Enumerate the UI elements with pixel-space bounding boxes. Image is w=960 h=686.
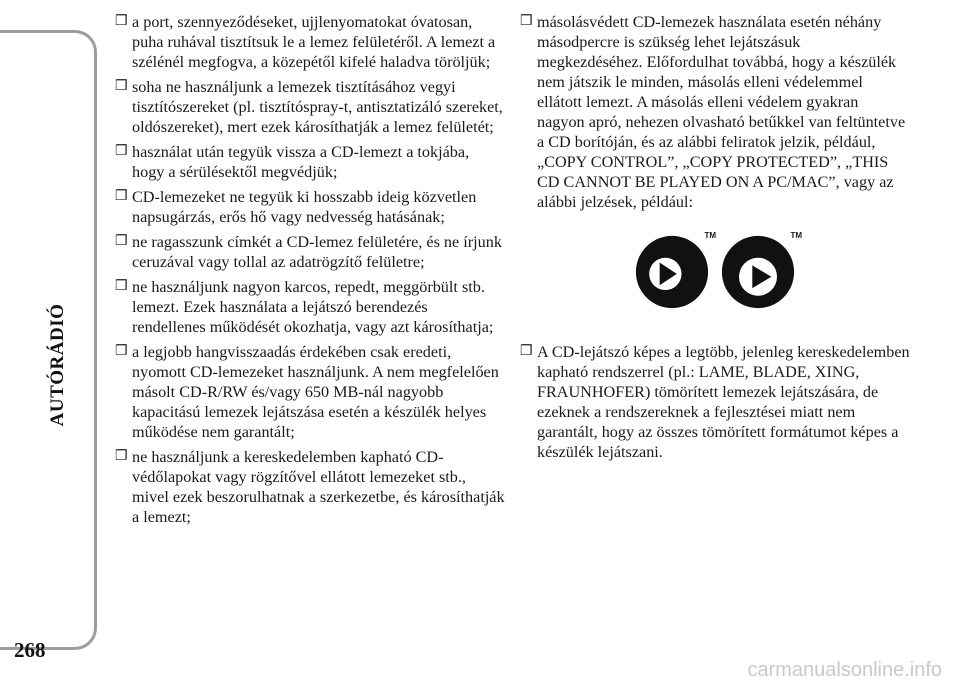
list-item: ❒ használat után tegyük vissza a CD-lemezt a tokjába, hogy a sérülésektől megvédjük; bbox=[115, 143, 470, 181]
list-item: ❒ másolásvédett CD-lemezek használata esetén néhány másodpercre is szükség lehet lejátszásuk megkezdéséhez. Előfordulhat továbbá, hogy a készülék nem játszik le minden, másolás elleni védelemmel ellátott lemezt. A másolás elleni védelem gyakran nagyon apró, nehezen olvasható betűkkel van feltüntetve a CD borítóján, és az alábbi feliratok jelzik, például, „COPY CONTROL”, „COPY PROTECTED”, „THIS CD CANNOT BE PLAYED ON A PC/MAC”, vagy az alábbi jelzések, például: bbox=[520, 13, 906, 211]
right-column bbox=[520, 12, 910, 467]
checkbox-bullet-icon: ❒ bbox=[115, 189, 128, 204]
copy-control-logo-icon bbox=[634, 231, 716, 310]
list-item: ❒ ne használjunk a kereskedelemben kapható CD-védőlapokat vagy rögzítővel ellátott lemezeket stb., mivel ezek beszorulhatnak a szerkezetbe, és károsíthatják a lemezt; bbox=[115, 448, 505, 526]
list-item: ❒ ne ragasszunk címkét a CD-lemez felületére, és ne írjunk ceruzával vagy tollal az adatrögzítő felületre; bbox=[115, 233, 502, 271]
list-item: ❒ ne használjunk nagyon karcos, repedt, meggörbült stb. lemezt. Ezek használata a lejátszó berendezés rendellenes működését okozhatja, vagy azt károsíthatja; bbox=[115, 278, 494, 336]
list-item: ❒ a legjobb hangvisszaadás érdekében csak eredeti, nyomott CD-lemezeket használjunk. A nem megfelelően másolt CD-R/RW és/vagy 650 MB-nál nagyobb kapacitású lemezek lejátszása esetén a készülék helyes működése nem garantált; bbox=[115, 343, 499, 441]
checkbox-bullet-icon: ❒ bbox=[115, 344, 128, 359]
list-item: ❒ a port, szennyeződéseket, ujjlenyomatokat óvatosan, puha ruhával tisztítsuk le a lemez felületéről. A lemezt a szélénél megfogva, a közepétől kifelé haladva töröljük; bbox=[115, 13, 496, 71]
checkbox-bullet-icon: ❒ bbox=[115, 234, 128, 249]
checkbox-bullet-icon: ❒ bbox=[115, 79, 128, 94]
trademark-mark: TM bbox=[704, 231, 716, 240]
checkbox-bullet-icon: ❒ bbox=[115, 449, 128, 464]
copy-protection-logos bbox=[520, 231, 910, 310]
left-column bbox=[115, 12, 505, 532]
watermark: carmanualsonline.info bbox=[747, 659, 942, 681]
checkbox-bullet-icon: ❒ bbox=[115, 14, 128, 29]
list-item: ❒ CD-lemezeket ne tegyük ki hosszabb ideig közvetlen napsugárzás, erős hő vagy nedvesség hatásának; bbox=[115, 188, 477, 226]
checkbox-bullet-icon: ❒ bbox=[520, 14, 533, 29]
trademark-mark: TM bbox=[790, 231, 802, 240]
copy-control-logo-icon bbox=[720, 231, 802, 310]
list-item: ❒ A CD-lejátszó képes a legtöbb, jelenleg kereskedelemben kapható rendszerrel (pl.: LAME, BLADE, XING, FRAUNHOFER) tömörített lemezek lejátszására, de ezeknek a rendszereknek a fejlesztései miatt nem garantált, hogy az összes tömörített formátumot képes a készülék lejátszani. bbox=[520, 343, 910, 461]
section-label: AUTÓRÁDIÓ bbox=[47, 303, 68, 427]
page-number: 268 bbox=[14, 638, 46, 662]
checkbox-bullet-icon: ❒ bbox=[115, 144, 128, 159]
checkbox-bullet-icon: ❒ bbox=[115, 279, 128, 294]
checkbox-bullet-icon: ❒ bbox=[520, 344, 533, 359]
list-item: ❒ soha ne használjunk a lemezek tisztításához vegyi tisztítószereket (pl. tisztítóspray-t, antisztatizáló szereket, oldószereket), mert ezek károsíthatják a lemez felületét; bbox=[115, 78, 503, 136]
